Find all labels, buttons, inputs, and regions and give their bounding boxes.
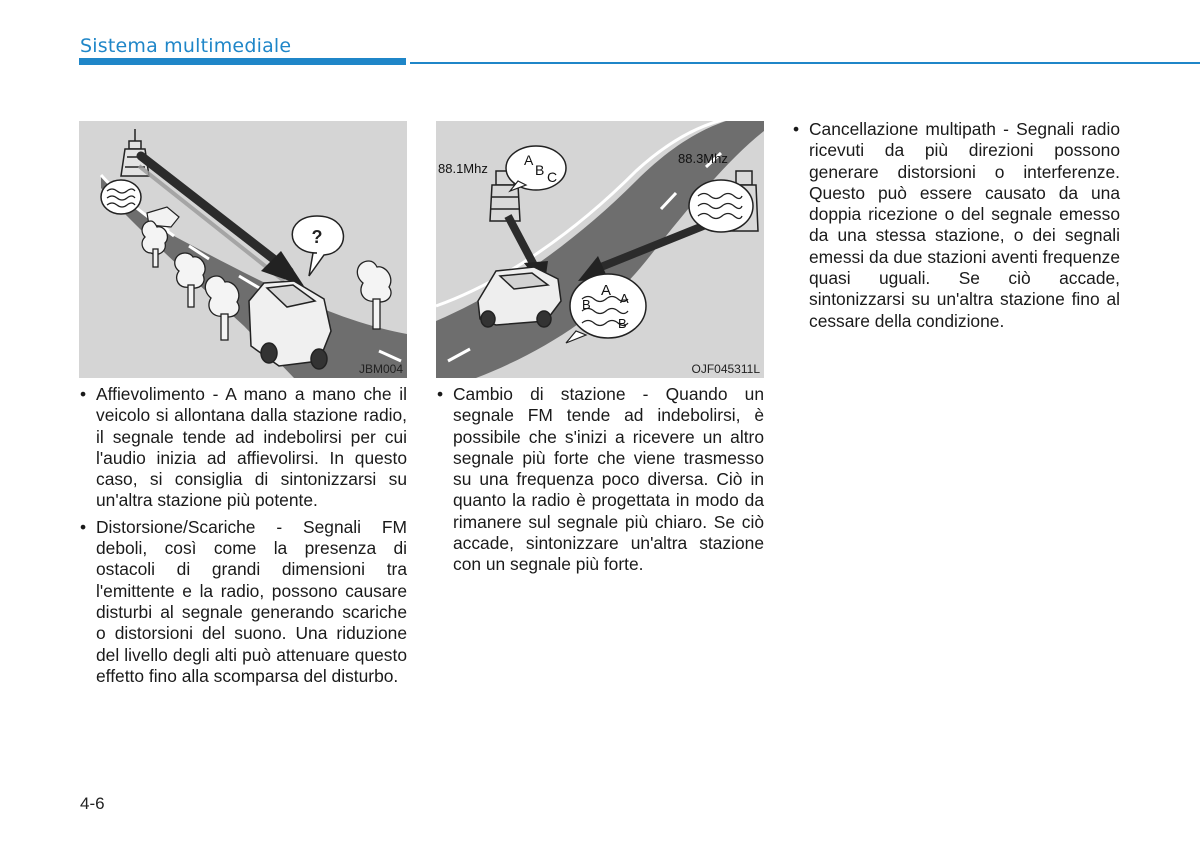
figure-code: OJF045311L bbox=[691, 362, 760, 376]
noise-bubble-right-icon bbox=[689, 180, 753, 232]
letter-a2-bottom: A bbox=[620, 291, 629, 306]
letter-b2-bottom: B bbox=[618, 316, 627, 331]
car-icon bbox=[249, 281, 331, 369]
page-number: 4-6 bbox=[80, 794, 105, 813]
header-rule-thin bbox=[410, 62, 1200, 64]
bullet-distortion: • Distorsione/Scariche - Segnali FM deboli, così come la presenza di ostacoli di grandi dimensioni tra l'emittente e la radio, possono causare disturbi al segnale generando scariche o distorsioni del suono. Una riduzione del livello degli alti può attenuare questo effetto fino alla scomparsa del disturbo. bbox=[79, 517, 407, 687]
letter-b-bottom: B bbox=[582, 297, 591, 312]
letter-b: B bbox=[535, 162, 545, 178]
column-left bbox=[79, 384, 407, 687]
abc-bubble-icon bbox=[506, 146, 566, 191]
letter-a-bottom: A bbox=[601, 282, 612, 299]
bullet-multipath: • Cancellazione multipath - Segnali radio ricevuti da più direzioni possono generare distorsioni o interferenze. Questo può essere causato da una doppia ricezione o del segnale emesso da una stessa stazione, o dei segnali emessi da due stazioni aventi frequenze quasi uguali. Se ciò accade, sintonizzarsi su un'altra stazione fino al cessare della condizione. bbox=[792, 119, 1120, 332]
header-rule-thick bbox=[79, 58, 406, 65]
freq-right-label: 88.3Mhz bbox=[678, 151, 728, 166]
column-right bbox=[792, 119, 1120, 332]
figure-code: JBM004 bbox=[358, 362, 403, 376]
column-middle bbox=[436, 384, 764, 576]
section-title: Sistema multimediale bbox=[80, 35, 292, 57]
car-icon bbox=[478, 267, 561, 327]
bullet-station-change: • Cambio di stazione - Quando un segnale FM tende ad indebolirsi, è possibile che s'inizi a ricevere un altro segnale più forte che viene trasmesso su una frequenza poco diversa. Ciò in quanto la radio è progettata in modo da rimanere sul segnale più chiaro. Se ciò accade, sintonizzare un'altra stazione con un segnale più forte. bbox=[436, 384, 764, 576]
bubble-text: ? bbox=[311, 227, 323, 247]
figure-station-switch bbox=[436, 121, 764, 378]
letter-c: C bbox=[547, 169, 558, 185]
bullet-fading: • Affievolimento - A mano a mano che il veicolo si allontana dalla stazione radio, il segnale tende ad indebolirsi per cui l'audio inizia ad affievolirsi. In questo caso, si consiglia di sintonizzarsi su un'altra stazione più potente. bbox=[79, 384, 407, 512]
figure-fading bbox=[79, 121, 407, 378]
noise-bubble-icon bbox=[101, 180, 141, 214]
freq-left-label: 88.1Mhz bbox=[438, 161, 488, 176]
letter-a: A bbox=[524, 152, 534, 168]
question-bubble-icon bbox=[292, 216, 343, 276]
